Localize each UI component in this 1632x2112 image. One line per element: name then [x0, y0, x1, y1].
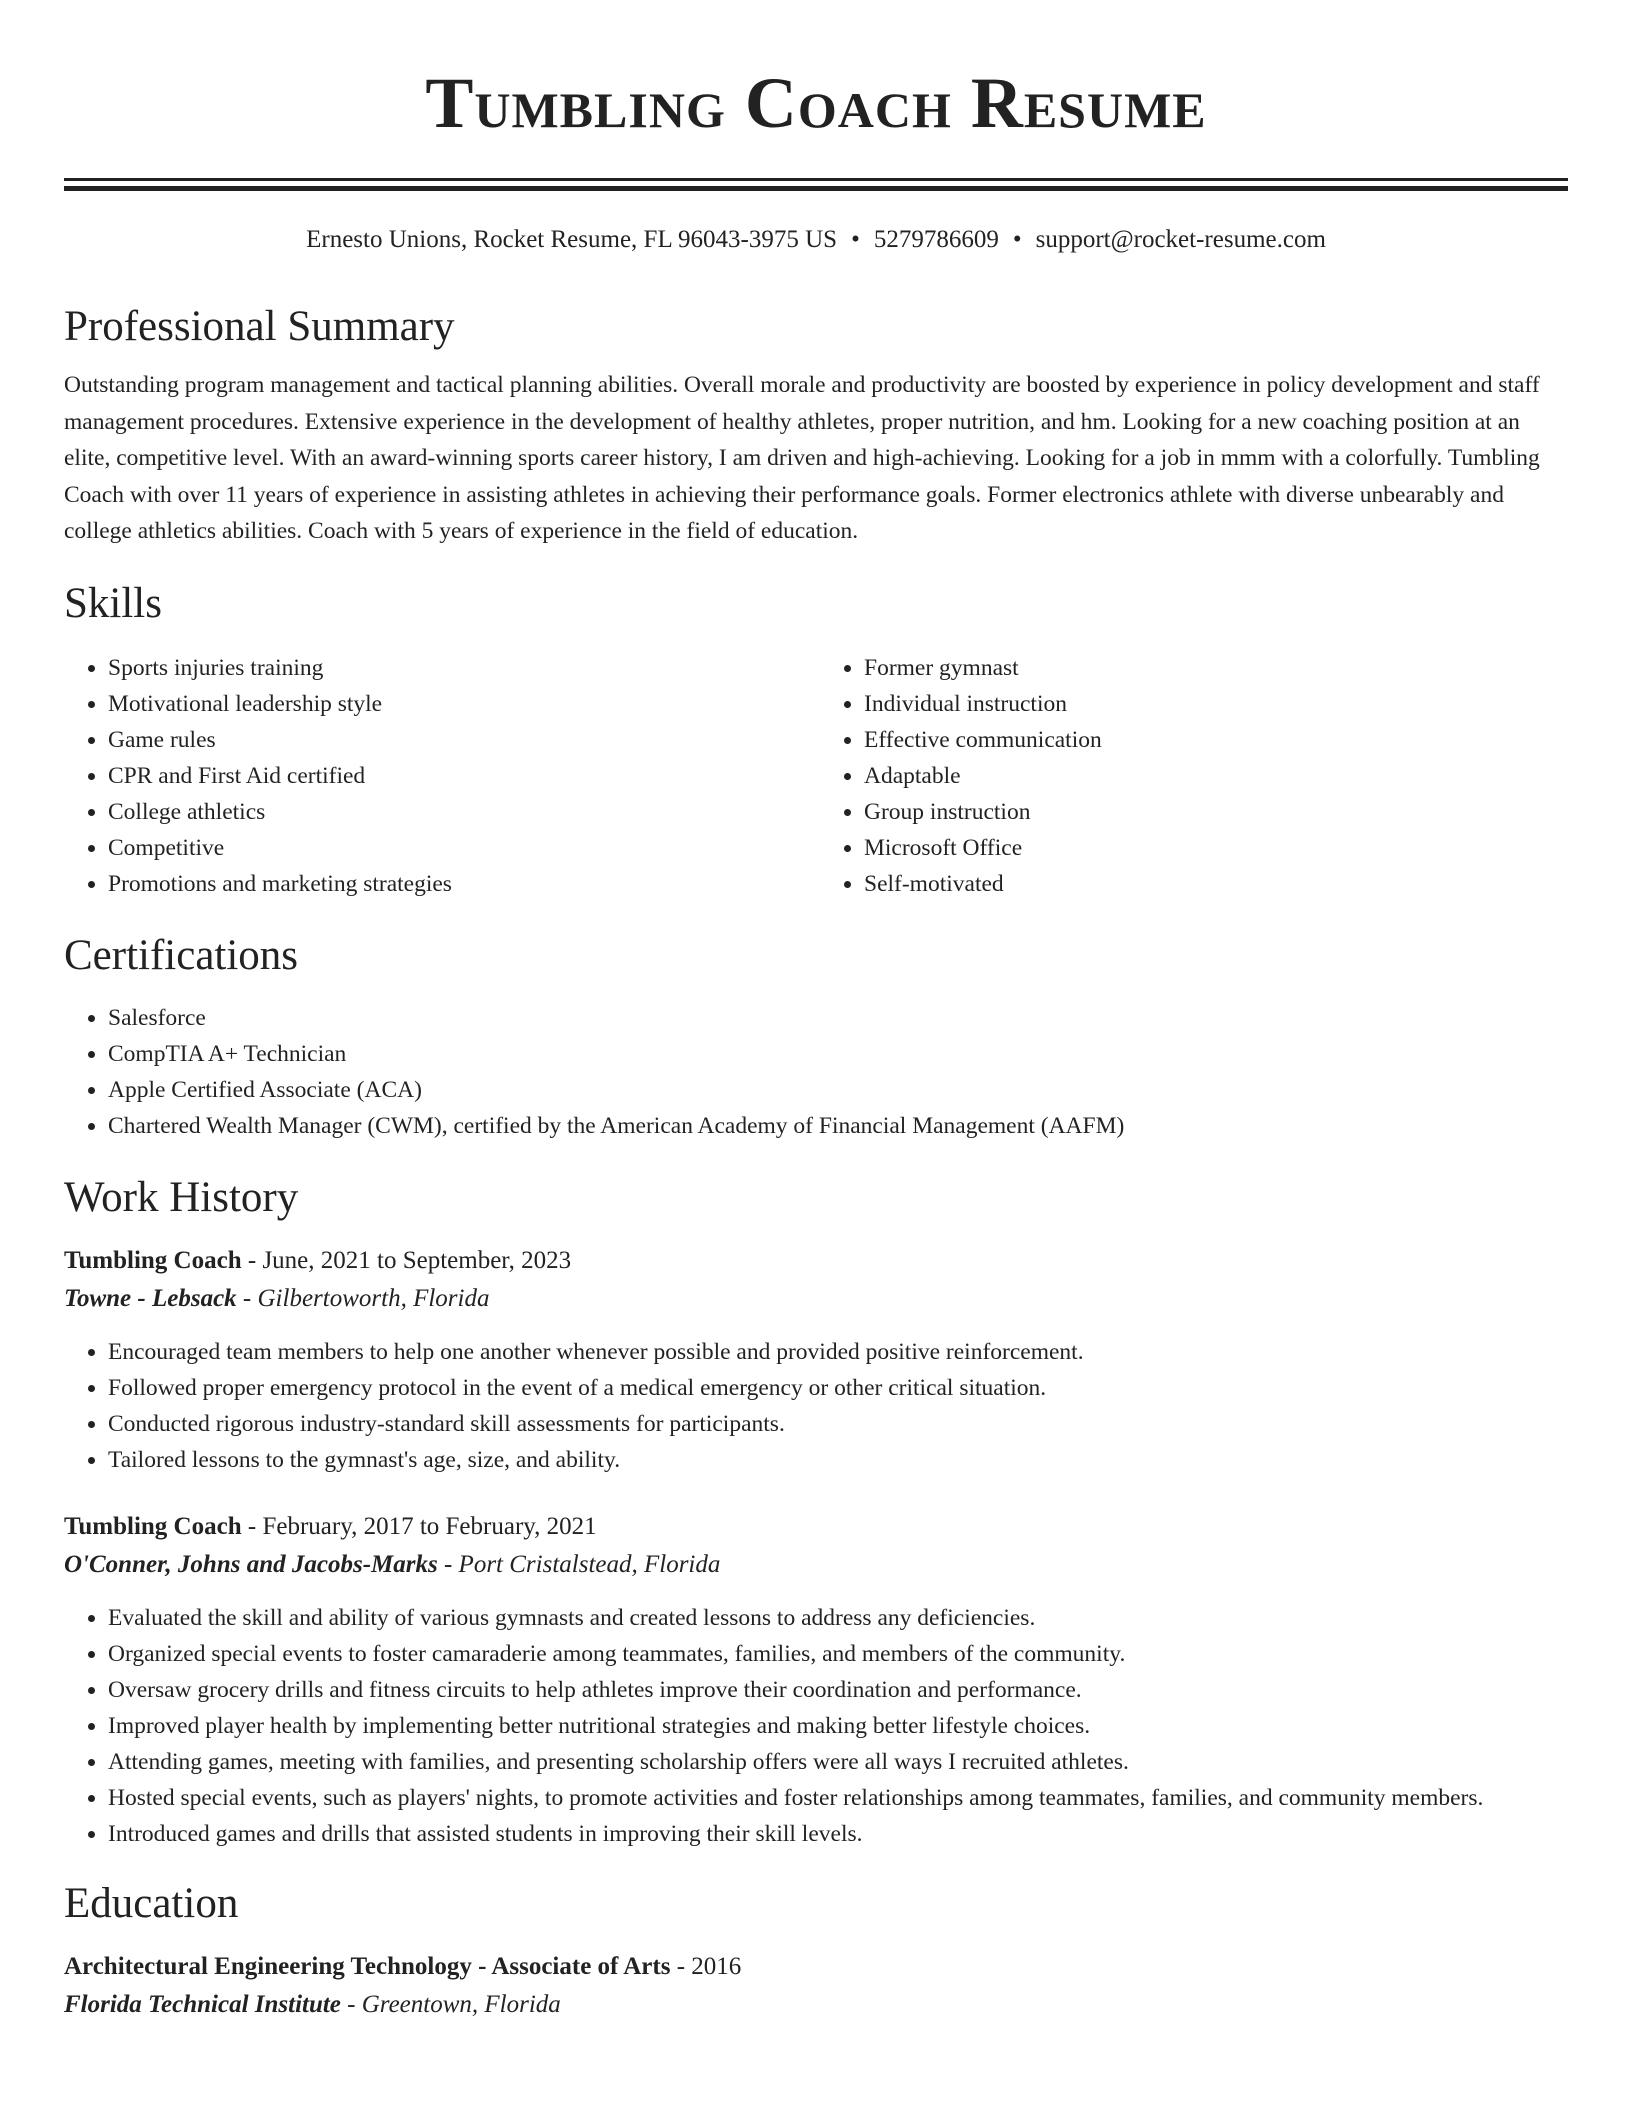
skill-item: • Group instruction: [864, 794, 1568, 830]
skills-section: [64, 576, 1568, 902]
education-heading: Education: [64, 1879, 239, 1927]
certifications-heading: Certifications: [64, 931, 299, 979]
certification-item: • Chartered Wealth Manager (CWM), certified by the American Academy of Financial Management (AAFM): [108, 1108, 1568, 1144]
job-bullet: • Improved player health by implementing better nutritional strategies and making better lifestyle choices.: [108, 1708, 1568, 1744]
job-role: Tumbling Coach: [64, 1512, 242, 1540]
education-entry: [64, 1948, 1568, 2024]
certification-item: • Apple Certified Associate (ACA): [108, 1072, 1568, 1108]
job-bullet: • Encouraged team members to help one another whenever possible and provided positive reinforcement.: [108, 1334, 1568, 1370]
job-bullet: • Introduced games and drills that assisted students in improving their skill levels.: [108, 1816, 1568, 1852]
education-school: Florida Technical Institute: [64, 1990, 341, 2018]
job-dates: - February, 2017 to February, 2021: [241, 1512, 597, 1540]
contact-address: Ernesto Unions, Rocket Resume, FL 96043-3975 US: [306, 226, 838, 253]
skill-item: • Individual instruction: [864, 686, 1568, 722]
certifications-section: [64, 928, 1568, 1144]
education-year: - 2016: [670, 1952, 742, 1980]
skill-item: • Promotions and marketing strategies: [108, 866, 812, 902]
job-bullet: • Hosted special events, such as players' nights, to promote activities and foster relationships among teammates, families, and community members.: [108, 1780, 1568, 1816]
skill-item: • Microsoft Office: [864, 830, 1568, 866]
skill-item: • CPR and First Aid certified: [108, 758, 812, 794]
job-location: - Port Cristalstead, Florida: [437, 1550, 721, 1578]
skill-item: • Motivational leadership style: [108, 686, 812, 722]
job-bullet: • Attending games, meeting with families, and presenting scholarship offers were all ways I recruited athletes.: [108, 1744, 1568, 1780]
contact-email: support@rocket-resume.com: [1035, 226, 1326, 253]
skills-left-list: [64, 650, 812, 902]
job-company: Towne - Lebsack: [64, 1284, 237, 1312]
certification-item: • Salesforce: [108, 1000, 1568, 1036]
job-dates: - June, 2021 to September, 2023: [241, 1246, 572, 1274]
skill-item: • Game rules: [108, 722, 812, 758]
skill-item: • College athletics: [108, 794, 812, 830]
education-degree: Architectural Engineering Technology - Associate of Arts: [64, 1952, 671, 1980]
skill-item: • Competitive: [108, 830, 812, 866]
job-entry: [64, 1508, 1568, 1852]
job-title-line: [64, 1242, 1568, 1280]
skill-item: • Sports injuries training: [108, 650, 812, 686]
skill-item: • Adaptable: [864, 758, 1568, 794]
work-history-heading: Work History: [64, 1173, 299, 1221]
job-role: Tumbling Coach: [64, 1246, 242, 1274]
resume-title: Tumbling Coach Resume: [425, 63, 1207, 143]
job-location: - Gilbertoworth, Florida: [236, 1284, 490, 1312]
work-history-section: [64, 1170, 1568, 1852]
job-bullet: • Conducted rigorous industry-standard skill assessments for participants.: [108, 1406, 1568, 1442]
job-bullet: • Tailored lessons to the gymnast's age, size, and ability.: [108, 1442, 1568, 1478]
skills-columns: [64, 650, 1568, 902]
contact-phone: 5279786609: [873, 226, 999, 253]
job-title-line: [64, 1508, 1568, 1546]
job-bullet: • Followed proper emergency protocol in the event of a medical emergency or other critical situation.: [108, 1370, 1568, 1406]
job-bullet: • Organized special events to foster camaraderie among teammates, families, and members of the community.: [108, 1636, 1568, 1672]
contact-separator: •: [851, 226, 860, 253]
summary-heading: Professional Summary: [64, 303, 455, 350]
certifications-list: [64, 1000, 1568, 1144]
education-section: [64, 1876, 1568, 2024]
contact-line: [64, 223, 1568, 257]
job-bullets: [64, 1600, 1568, 1852]
skill-item: • Self-motivated: [864, 866, 1568, 902]
contact-separator: •: [1012, 226, 1022, 253]
skill-item: • Effective communication: [864, 722, 1568, 758]
title-divider: [64, 178, 1568, 191]
skills-right-list: [812, 650, 1568, 902]
skill-item: • Former gymnast: [864, 650, 1568, 686]
summary-text: Outstanding program management and tactical planning abilities. Overall morale and productivity are boosted by experience in policy development and staff management procedures. Extensive experience in the development of healthy athletes, proper nutrition, and hm. Looking for a new coaching position at an elite, competitive level. With an award-winning sports career history, I am driven and high-achieving. Looking for a job in mmm with a colorfully. Tumbling Coach with over 11 years of experience in assisting athletes in achieving their performance goals. Former electronics athlete with diverse unbearably and college athletics abilities. Coach with 5 years of experience in the field of education.: [64, 372, 1540, 544]
education-degree-line: [64, 1948, 1568, 1986]
job-company: O'Conner, Johns and Jacobs-Marks: [64, 1550, 438, 1578]
education-school-line: [64, 1986, 1568, 2024]
certification-item: • CompTIA A+ Technician: [108, 1036, 1568, 1072]
job-company-line: [64, 1280, 1568, 1318]
job-entry: [64, 1242, 1568, 1478]
skills-heading: Skills: [64, 579, 162, 627]
job-company-line: [64, 1546, 1568, 1584]
job-bullets: [64, 1334, 1568, 1478]
job-bullet: • Oversaw grocery drills and fitness circuits to help athletes improve their coordination and performance.: [108, 1672, 1568, 1708]
job-bullet: • Evaluated the skill and ability of various gymnasts and created lessons to address any deficiencies.: [108, 1600, 1568, 1636]
education-location: - Greentown, Florida: [340, 1990, 561, 2018]
summary-section: [64, 299, 1568, 550]
